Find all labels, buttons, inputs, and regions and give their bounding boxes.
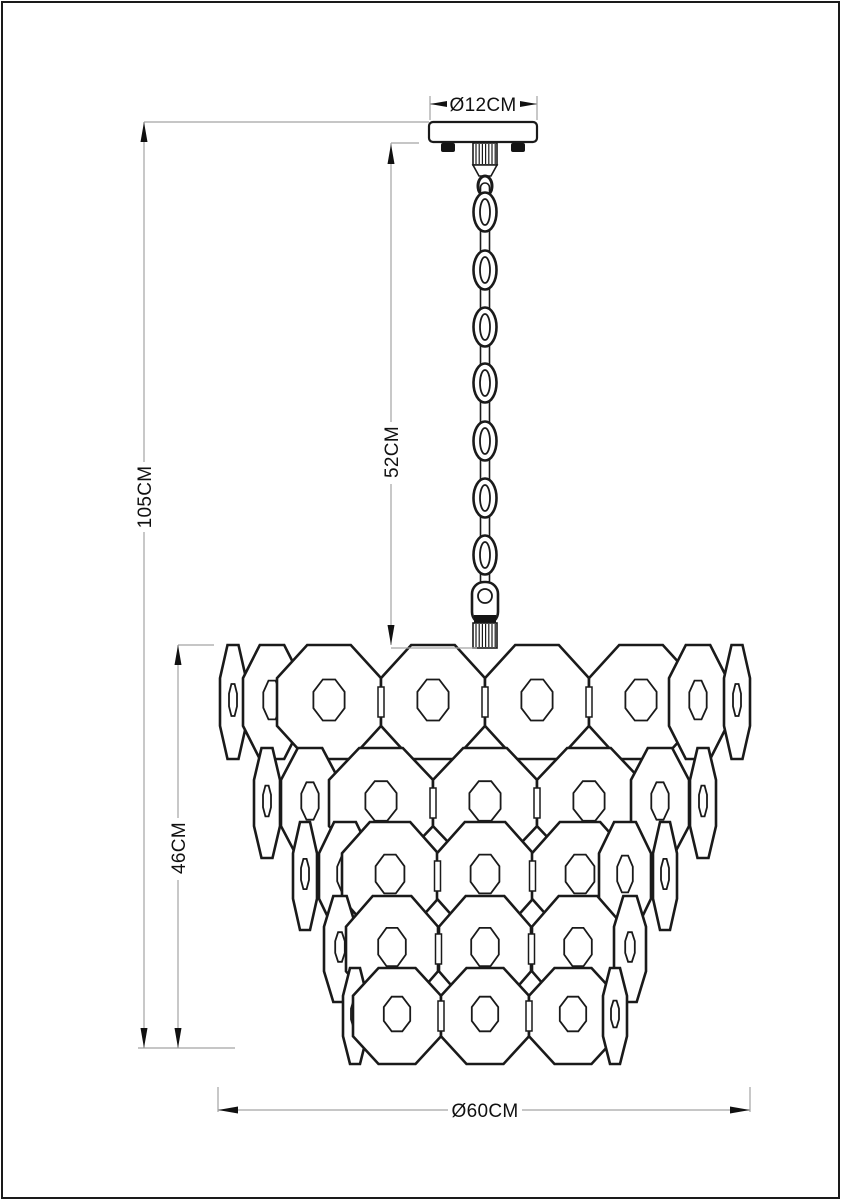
plate-hole [471, 855, 500, 894]
plate-row [220, 645, 750, 759]
dim-label-body-diameter: Ø60CM [451, 1101, 519, 1122]
plate-link [435, 861, 441, 891]
dim-label-canopy-diameter: Ø12CM [449, 95, 517, 116]
plate-hole [384, 997, 410, 1032]
plate-hole [417, 680, 448, 721]
dimension-canopy-diameter [430, 89, 537, 120]
dim-label-chain-length: 52CM [382, 426, 403, 478]
dim-label-body-height: 46CM [169, 822, 190, 874]
canopy-plate [429, 122, 537, 142]
dimension-body-height [168, 645, 214, 1048]
dim-label-overall-height: 105CM [135, 465, 156, 529]
plate-hole [564, 928, 592, 966]
plate-link [586, 687, 592, 717]
suspension-chain [472, 143, 498, 648]
plate-link [529, 934, 535, 964]
plate-hole [313, 680, 344, 721]
dimension-chain-length [381, 143, 477, 648]
plate-link [436, 934, 442, 964]
connector-taper [473, 165, 497, 176]
plate-hole [651, 782, 668, 819]
plate-hole [661, 859, 669, 889]
plate-hole [617, 856, 633, 893]
plate-link [530, 861, 536, 891]
canopy-foot [511, 143, 525, 152]
canopy-foot [441, 143, 455, 152]
plate-row [343, 968, 627, 1064]
plate-hole [376, 855, 405, 894]
plate-hole [301, 859, 309, 889]
plate-hole [365, 781, 396, 821]
plate-hole [471, 928, 499, 966]
dimension-body-diameter [218, 1087, 750, 1122]
plate-link [430, 788, 436, 818]
plate-hole [699, 786, 707, 817]
plate-hole [472, 997, 498, 1032]
plate-hole [566, 855, 595, 894]
plate-hole [469, 781, 500, 821]
plate-hole [301, 782, 318, 819]
plate-hole [611, 1001, 619, 1028]
plate-hole [335, 932, 345, 962]
plate-hole [733, 684, 741, 716]
swivel-collar [474, 615, 496, 623]
plate-link [526, 1001, 532, 1031]
plate-hole [229, 684, 237, 716]
plate-link [438, 1001, 444, 1031]
plate-hole [625, 680, 656, 721]
plate-hole [625, 932, 635, 962]
chandelier-body [220, 645, 750, 1064]
plate-hole [378, 928, 406, 966]
plate-hole [689, 681, 706, 720]
plate-hole [521, 680, 552, 721]
chandelier-figure [220, 122, 750, 1064]
plate-link [482, 687, 488, 717]
plate-link [378, 687, 384, 717]
plate-hole [573, 781, 604, 821]
plate-hole [560, 997, 586, 1032]
plate-link [534, 788, 540, 818]
plate-hole [263, 786, 271, 817]
